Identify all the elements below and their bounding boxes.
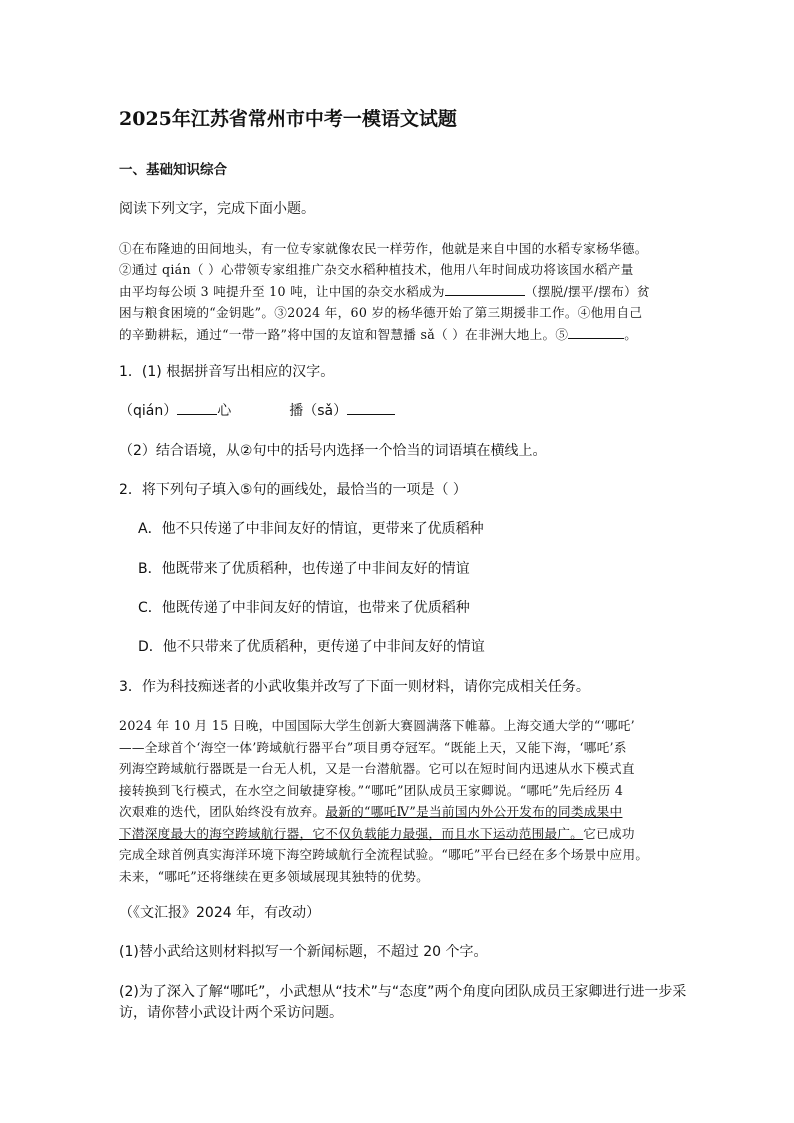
underlined-sentence: 下潜深度最大的海空跨域航行器，它不仅负载能力最强，而且水下运动范围最广。 [119, 826, 584, 841]
source-citation: （《文汇报》2024 年，有改动） [119, 905, 321, 921]
passage-line: 困与粮食困境的“金钥匙”。③2024 年，60 岁的杨华德开始了第三期援非工作。④他用自己 [119, 305, 643, 320]
answer-blank[interactable] [177, 401, 217, 415]
pinyin-label: （qián） [119, 403, 178, 419]
passage-line [119, 281, 650, 300]
pinyin-label: 心 [217, 403, 232, 419]
passage-line: 未来，“哪吒”还将继续在更多领域展现其独特的优势。 [119, 869, 430, 884]
passage-line: ①在布隆迪的田间地头，有一位专家就像农民一样劳作，他就是来自中国的水稻专家杨华德。 [119, 241, 648, 256]
question-3-task-1: (1)替小武给这则材料拟写一个新闻标题，不超过 20 个字。 [119, 944, 488, 960]
question-3-task-2: (2)为了深入了解“哪吒”，小武想从“技术”与“态度”两个角度向团队成员王家卿进行进一步采 [119, 984, 687, 1000]
passage-line: ——全球首个‘海空一体’跨域航行器平台”项目勇夺冠军。“既能上天，又能下海，‘哪吒’系 [119, 740, 627, 755]
pinyin-label: 播（sǎ） [289, 403, 348, 419]
answer-blank[interactable] [568, 325, 624, 339]
page-title: 2025年江苏省常州市中考一模语文试题 [119, 108, 457, 130]
section-heading: 一、基础知识综合 [119, 162, 227, 178]
question-2-stem: 2．将下列句子填入⑤句的画线处，最恰当的一项是（ ） [119, 482, 467, 498]
question-1-sub2: （2）结合语境，从②句中的括号内选择一个恰当的词语填在横线上。 [119, 443, 547, 459]
answer-blank[interactable] [347, 401, 395, 415]
underlined-sentence: 最新的“哪吒Ⅳ”是当前国内外公开发布的同类成果中 [325, 804, 623, 819]
option-b[interactable]: B．他既带来了优质稻种，也传递了中非间友好的情谊 [138, 561, 470, 577]
passage-line [119, 801, 622, 820]
answer-blank[interactable] [445, 282, 525, 296]
passage-line [119, 324, 637, 343]
question-3-task-2-cont: 访，请你替小武设计两个采访问题。 [119, 1005, 343, 1021]
reading-instruction: 阅读下列文字，完成下面小题。 [119, 201, 315, 217]
passage-text: 它已成功 [583, 826, 635, 841]
option-a[interactable]: A．他不只传递了中非间友好的情谊，更带来了优质稻种 [138, 521, 484, 537]
passage-line: ②通过 qián（ ）心带领专家组推广杂交水稻种植技术，他用八年时间成功将该国水稻产量 [119, 262, 634, 277]
passage-text: 。 [624, 327, 638, 342]
passage-text: 的辛勤耕耘，通过“一带一路”将中国的友谊和智慧播 sǎ（ ）在非洲大地上。⑤ [119, 327, 569, 342]
passage-line: 列海空跨域航行器既是一台无人机，又是一台潜航器。它可以在短时间内迅速从水下模式直 [119, 761, 635, 776]
passage-line [119, 823, 635, 842]
option-d[interactable]: D．他不只带来了优质稻种，更传递了中非间友好的情谊 [138, 639, 485, 655]
passage-line: 接转换到飞行模式，在水空之间敏捷穿梭。”“哪吒”团队成员王家卿说。“哪吒”先后经历 4 [119, 783, 624, 798]
passage-line: 完成全球首例真实海洋环境下海空跨域航行全流程试验。“哪吒”平台已经在多个场景中应用。 [119, 847, 649, 862]
question-3-stem: 3．作为科技痴迷者的小武收集并改写了下面一则材料，请你完成相关任务。 [119, 679, 590, 695]
option-c[interactable]: C．他既传递了中非间友好的情谊，也带来了优质稻种 [138, 600, 470, 616]
passage-text: 次艰难的迭代，团队始终没有放弃。 [119, 804, 326, 819]
question-1-pinyin [119, 400, 395, 420]
passage-text: 由平均每公顷 3 吨提升至 10 吨，让中国的杂交水稻成为 [119, 284, 445, 299]
question-1-stem: 1．(1) 根据拼音写出相应的汉字。 [119, 364, 335, 380]
passage-text: （摆脱/摆平/摆布）贫 [524, 284, 650, 299]
passage-line: 2024 年 10 月 15 日晚，中国国际大学生创新大赛圆满落下帷幕。上海交通大学的“‘哪吒’ [119, 718, 635, 733]
